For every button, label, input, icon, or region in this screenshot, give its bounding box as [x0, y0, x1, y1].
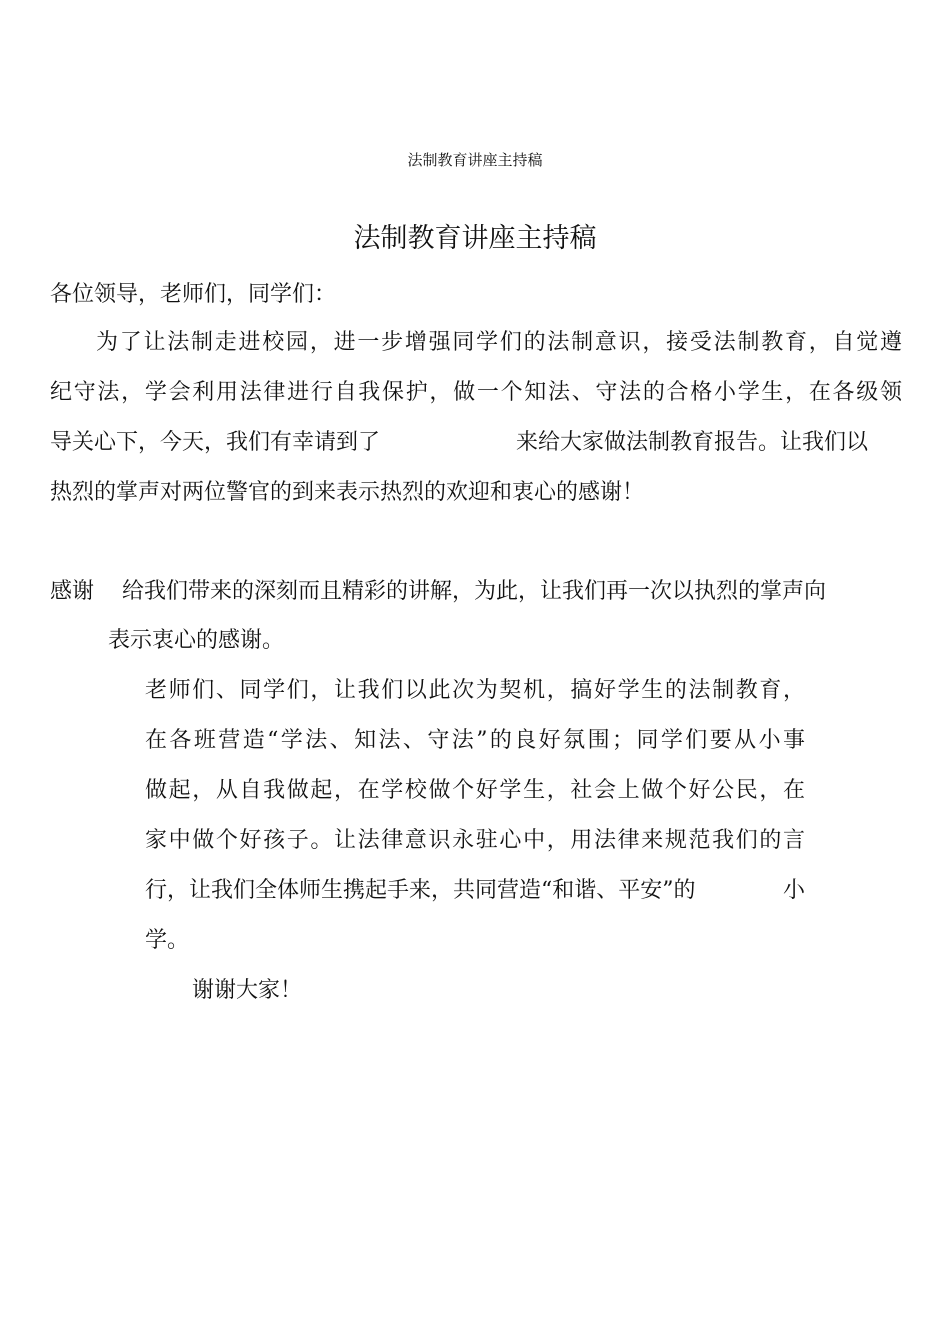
paragraph-3-line-2: 在各班营造“学法、知法、守法”的良好氛围；同学们要从小事 [145, 728, 805, 753]
closing-line: 谢谢大家！ [192, 978, 303, 1003]
paragraph-2-line-2: 表示衷心的感谢。 [108, 628, 285, 653]
paragraph-1-line-4: 热烈的掌声对两位警官的到来表示热烈的欢迎和衷心的感谢！ [50, 480, 645, 505]
paragraph-1-line-2: 纪守法，学会利用法律进行自我保护，做一个知法、守法的合格小学生，在各级领 [50, 380, 902, 405]
paragraph-3-line-1: 老师们、同学们，让我们以此次为契机，搞好学生的法制教育， [145, 678, 805, 703]
page-header: 法制教育讲座主持稿 [407, 151, 543, 169]
paragraph-2-line-1b: 给我们带来的深刻而且精彩的讲解，为此，让我们再一次以执烈的掌声向 [122, 579, 827, 604]
paragraph-3-line-4: 家中做个好孩子。让法律意识永驻心中，用法律来规范我们的言 [145, 828, 805, 853]
paragraph-1-line-3a: 导关心下，今天，我们有幸请到了 [50, 430, 381, 455]
paragraph-1-line-3b: 来给大家做法制教育报告。让我们以 [516, 430, 869, 455]
document-title: 法制教育讲座主持稿 [353, 223, 597, 254]
paragraph-3-line-6: 学。 [145, 928, 190, 953]
paragraph-3-line-5b: 小 [783, 878, 806, 903]
paragraph-1-line-1: 为了让法制走进校园，进一步增强同学们的法制意识，接受法制教育，自觉遵 [96, 330, 902, 355]
greeting-line: 各位领导，老师们，同学们： [50, 282, 337, 307]
paragraph-3-line-3: 做起，从自我做起，在学校做个好学生，社会上做个好公民，在 [145, 778, 805, 803]
paragraph-2-line-1a: 感谢 [50, 579, 95, 604]
paragraph-3-line-5a: 行，让我们全体师生携起手来，共同营造“和谐、平安”的 [145, 878, 696, 903]
